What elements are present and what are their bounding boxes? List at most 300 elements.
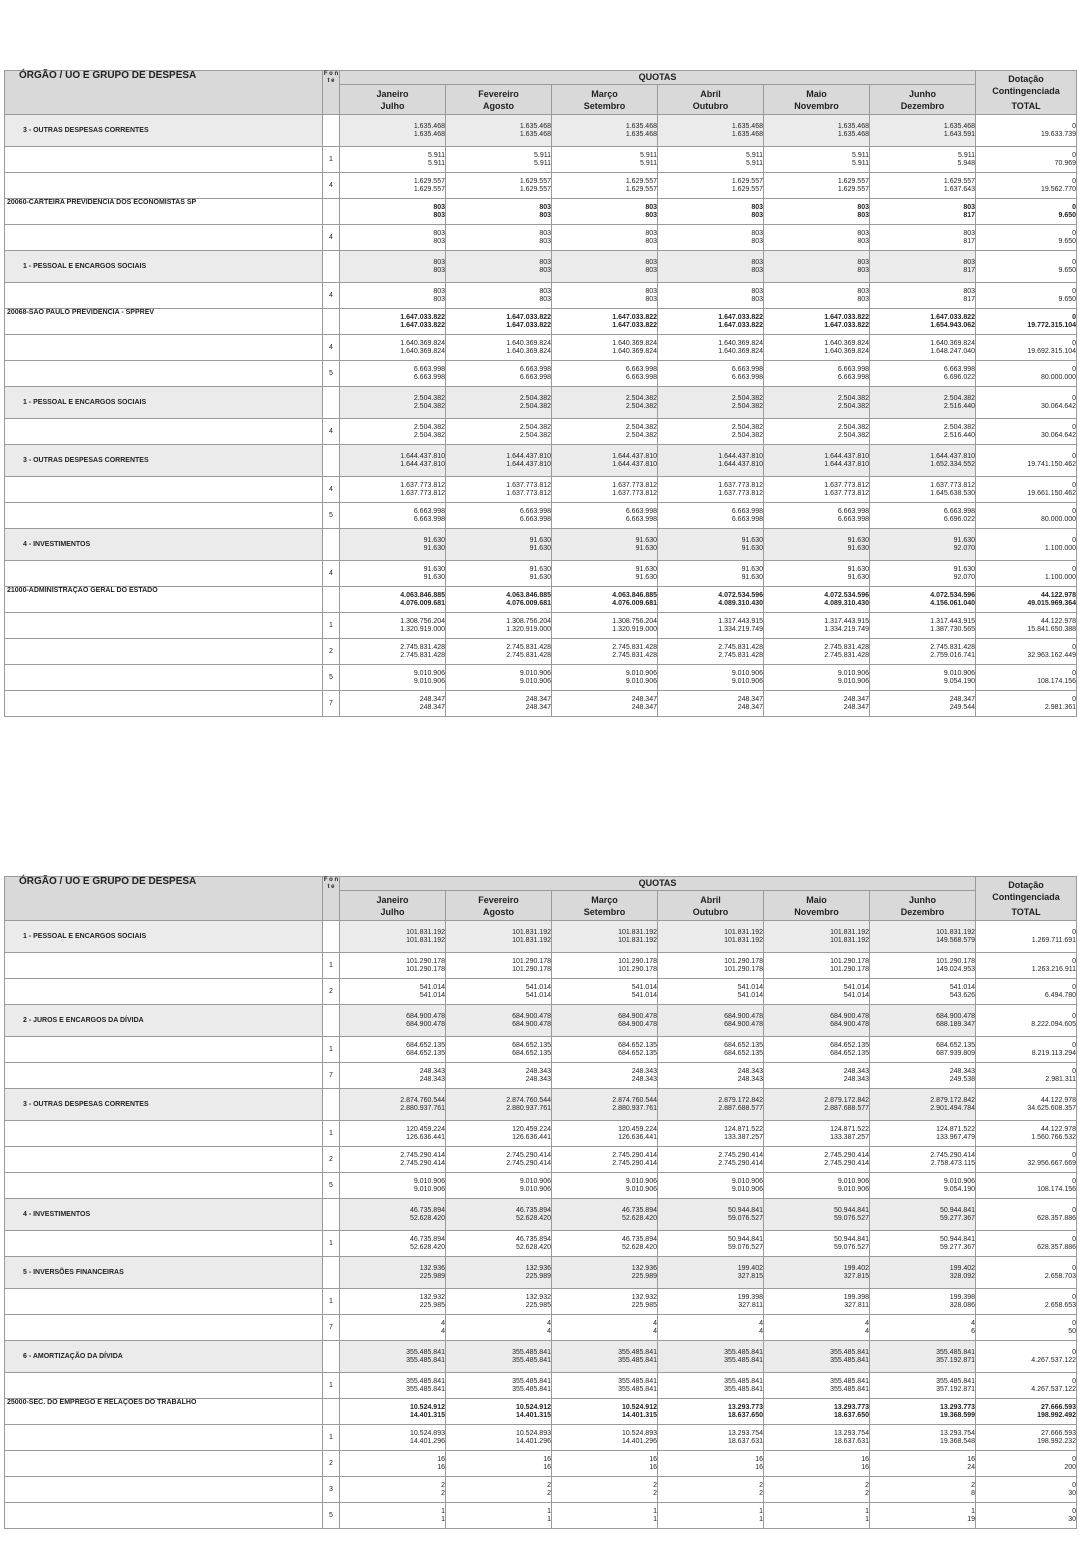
value-second-semester: 1.644.437.810 (824, 460, 869, 468)
quota-cell (658, 691, 764, 717)
value-second-semester: 1 (653, 1515, 657, 1523)
row-label: 20060-CARTEIRA PREVIDÊNCIA DOS ECONOMISTAS SP (5, 199, 323, 225)
quota-cell (552, 251, 658, 283)
quota-cell (552, 1399, 658, 1425)
org-column-header: ÓRGÃO / UO E GRUPO DE DESPESA (5, 71, 323, 115)
value-first-semester: 803 (857, 259, 869, 267)
value-second-semester: 2.745.290.414 (612, 1159, 657, 1167)
value-second-semester: 6 (971, 1327, 976, 1335)
value-first-semester: 9.010.906 (837, 1178, 869, 1186)
quota-cell (658, 1147, 764, 1173)
quota-cell (870, 1315, 976, 1341)
quota-cell (552, 477, 658, 503)
value-second-semester: 6.494.780 (1044, 991, 1077, 999)
value-first-semester: 248.347 (631, 696, 657, 704)
row-label (5, 1373, 323, 1399)
total-cell (976, 199, 1077, 225)
quota-cell (340, 387, 446, 419)
value-second-semester: 1.640.369.824 (718, 347, 763, 355)
value-first-semester: 0 (1072, 1265, 1077, 1273)
value-first-semester: 355.485.841 (618, 1378, 657, 1386)
value-second-semester: 543.626 (949, 991, 976, 999)
row-label (5, 1063, 323, 1089)
quota-cell (764, 613, 870, 639)
value-second-semester: 198.992.232 (1037, 1437, 1077, 1445)
quota-cell (552, 283, 658, 309)
fonte-row (5, 335, 1077, 361)
fonte-row (5, 1451, 1077, 1477)
total-column-header (976, 877, 1077, 921)
value-second-semester: 52.628.420 (409, 1243, 445, 1251)
quota-cell (446, 1005, 552, 1037)
total-cell (976, 1399, 1077, 1425)
value-first-semester: 0 (1072, 453, 1077, 461)
value-second-semester: 1.629.557 (625, 185, 657, 193)
value-first-semester: 0 (1072, 230, 1077, 238)
row-label: 21000-ADMINISTRAÇÃO GERAL DO ESTADO (5, 587, 323, 613)
value-first-semester: 1.644.437.810 (400, 453, 445, 461)
value-second-semester: 817 (963, 237, 976, 245)
total-cell (976, 115, 1077, 147)
value-first-semester: 46.735.894 (621, 1236, 657, 1244)
total-cell (976, 387, 1077, 419)
quota-cell (764, 1037, 870, 1063)
value-first-semester: 2.504.382 (413, 424, 445, 432)
value-second-semester: 91.630 (529, 544, 551, 552)
value-first-semester: 2.879.172.842 (718, 1097, 763, 1105)
value-second-semester: 803 (645, 266, 657, 274)
value-second-semester: 59.277.367 (939, 1214, 976, 1222)
quota-cell (870, 147, 976, 173)
quota-cell (870, 639, 976, 665)
quota-cell (870, 445, 976, 477)
total-cell (976, 173, 1077, 199)
quota-cell (446, 665, 552, 691)
value-second-semester: 50 (1068, 1327, 1077, 1335)
quota-cell (552, 335, 658, 361)
value-first-semester: 1 (971, 1508, 976, 1516)
total-cell (976, 613, 1077, 639)
quota-cell (340, 445, 446, 477)
quota-cell (764, 1373, 870, 1399)
value-first-semester: 248.343 (631, 1068, 657, 1076)
value-second-semester: 1.635.468 (837, 130, 869, 138)
value-second-semester: 1 (759, 1515, 763, 1523)
value-second-semester: 684.652.135 (406, 1049, 445, 1057)
value-first-semester: 1.640.369.824 (506, 340, 551, 348)
value-first-semester: 2.504.382 (625, 395, 657, 403)
value-second-semester: 91.630 (847, 544, 869, 552)
quota-cell (552, 691, 658, 717)
quota-cell (658, 1231, 764, 1257)
quota-cell (552, 115, 658, 147)
value-first-semester: 2.745.831.428 (930, 644, 976, 652)
value-first-semester: 355.485.841 (724, 1349, 763, 1357)
value-first-semester: 1.635.468 (625, 123, 657, 131)
total-cell (976, 587, 1077, 613)
quota-cell (764, 1199, 870, 1231)
value-first-semester: 2 (971, 1482, 976, 1490)
value-first-semester: 9.010.906 (943, 670, 976, 678)
value-second-semester: 1.637.773.812 (612, 489, 657, 497)
value-first-semester: 101.831.192 (406, 929, 445, 937)
value-first-semester: 5.911 (640, 152, 657, 160)
value-first-semester: 101.290.178 (618, 958, 657, 966)
month-header (340, 85, 446, 115)
value-first-semester: 803 (751, 204, 763, 212)
grupo-row (5, 1341, 1077, 1373)
quota-cell (446, 283, 552, 309)
value-second-semester: 2.758.473.115 (930, 1159, 976, 1167)
value-first-semester: 1 (547, 1508, 551, 1516)
value-second-semester: 1.647.033.822 (612, 321, 657, 329)
value-first-semester: 13.293.773 (833, 1404, 869, 1412)
value-second-semester: 126.636.441 (512, 1133, 551, 1141)
value-first-semester: 6.663.998 (943, 366, 976, 374)
quota-cell (552, 1257, 658, 1289)
value-first-semester: 684.652.135 (830, 1042, 869, 1050)
value-first-semester: 0 (1072, 929, 1077, 937)
quota-cell (764, 1451, 870, 1477)
value-second-semester: 225.989 (525, 1272, 551, 1280)
quota-cell (446, 529, 552, 561)
value-first-semester: 1.644.437.810 (612, 453, 657, 461)
value-first-semester: 803 (857, 204, 869, 212)
value-second-semester: 101.831.192 (406, 936, 445, 944)
value-second-semester: 2.901.494.784 (930, 1104, 976, 1112)
quota-cell (552, 1005, 658, 1037)
value-first-semester: 0 (1072, 1320, 1077, 1328)
quota-cell (340, 199, 446, 225)
quota-cell (658, 1315, 764, 1341)
value-second-semester: 4 (547, 1327, 551, 1335)
value-second-semester: 2.981.311 (1045, 1075, 1077, 1083)
quota-cell (552, 979, 658, 1005)
fonte-row (5, 665, 1077, 691)
quota-cell (870, 1147, 976, 1173)
total-cell (976, 225, 1077, 251)
quota-cell (340, 115, 446, 147)
value-first-semester: 541.014 (737, 984, 763, 992)
value-first-semester: 0 (1072, 259, 1077, 267)
value-first-semester: 91.630 (529, 537, 551, 545)
quota-cell (340, 1037, 446, 1063)
value-first-semester: 50.944.841 (833, 1236, 869, 1244)
value-first-semester: 4.063.846.885 (506, 592, 551, 600)
value-second-semester: 59.076.527 (833, 1243, 869, 1251)
value-second-semester: 803 (857, 211, 869, 219)
value-first-semester: 46.735.894 (409, 1207, 445, 1215)
quota-cell (764, 283, 870, 309)
value-second-semester: 101.831.192 (830, 936, 869, 944)
total-cell (976, 477, 1077, 503)
quota-cell (658, 309, 764, 335)
fonte-cell: 4 (323, 225, 340, 251)
value-second-semester: 628.357.886 (1037, 1214, 1077, 1222)
quota-cell (446, 1121, 552, 1147)
value-first-semester: 355.485.841 (936, 1378, 976, 1386)
value-first-semester: 16 (543, 1456, 551, 1464)
value-second-semester: 9.010.906 (731, 677, 763, 685)
fonte-cell (323, 1341, 340, 1373)
fonte-row (5, 979, 1077, 1005)
value-first-semester: 91.630 (741, 566, 763, 574)
value-second-semester: 1.647.033.822 (718, 321, 763, 329)
quota-cell (658, 419, 764, 445)
value-second-semester: 1.652.334.552 (930, 460, 976, 468)
fonte-cell: 7 (323, 691, 340, 717)
quotas-header: QUOTAS (340, 877, 976, 891)
value-first-semester: 44.122.978 (1040, 1126, 1077, 1134)
quota-cell (552, 1373, 658, 1399)
row-label (5, 419, 323, 445)
value-second-semester: 9.010.906 (837, 1185, 869, 1193)
value-second-semester: 4.156.061.040 (930, 599, 976, 607)
value-second-semester: 14.401.296 (621, 1437, 657, 1445)
value-first-semester: 199.398 (737, 1294, 763, 1302)
fonte-cell: 5 (323, 1503, 340, 1529)
value-first-semester: 1.317.443.915 (824, 618, 869, 626)
value-first-semester: 2.504.382 (837, 424, 869, 432)
value-first-semester: 101.290.178 (724, 958, 763, 966)
value-second-semester: 803 (645, 295, 657, 303)
value-first-semester: 91.630 (847, 566, 869, 574)
quota-cell (340, 173, 446, 199)
value-first-semester: 803 (751, 288, 763, 296)
fonte-row (5, 419, 1077, 445)
quota-cell (658, 1503, 764, 1529)
value-second-semester: 80.000.000 (1040, 515, 1077, 523)
quota-cell (340, 283, 446, 309)
value-first-semester: 1.647.033.822 (612, 314, 657, 322)
value-first-semester: 6.663.998 (413, 508, 445, 516)
fonte-cell (323, 1199, 340, 1231)
value-second-semester: 6.663.998 (837, 515, 869, 523)
quota-cell (658, 199, 764, 225)
value-first-semester: 13.293.754 (833, 1430, 869, 1438)
value-first-semester: 355.485.841 (618, 1349, 657, 1357)
quota-cell (870, 1199, 976, 1231)
value-first-semester: 124.871.522 (936, 1126, 976, 1134)
value-first-semester: 248.347 (419, 696, 445, 704)
value-first-semester: 101.831.192 (724, 929, 763, 937)
value-second-semester: 30.064.642 (1040, 431, 1077, 439)
quota-cell (764, 1341, 870, 1373)
month-second-half: Setembro (583, 100, 626, 111)
value-first-semester: 541.014 (631, 984, 657, 992)
fonte-row (5, 1037, 1077, 1063)
value-second-semester: 9.054.190 (943, 1185, 976, 1193)
value-first-semester: 803 (645, 230, 657, 238)
quota-cell (658, 361, 764, 387)
value-second-semester: 2 (441, 1489, 445, 1497)
value-first-semester: 1.640.369.824 (930, 340, 976, 348)
value-second-semester: 248.343 (843, 1075, 869, 1083)
value-second-semester: 1.637.773.812 (506, 489, 551, 497)
value-first-semester: 4 (759, 1320, 763, 1328)
row-label (5, 953, 323, 979)
quota-cell (552, 419, 658, 445)
value-second-semester: 2.745.290.414 (718, 1159, 763, 1167)
quota-cell (764, 503, 870, 529)
quota-cell (658, 561, 764, 587)
value-first-semester: 199.398 (949, 1294, 976, 1302)
value-second-semester: 101.831.192 (512, 936, 551, 944)
fonte-cell (323, 1399, 340, 1425)
value-second-semester: 684.900.478 (512, 1020, 551, 1028)
value-second-semester: 327.811 (738, 1301, 763, 1309)
value-first-semester: 803 (539, 288, 551, 296)
value-second-semester: 803 (857, 295, 869, 303)
fonte-row (5, 1147, 1077, 1173)
value-first-semester: 684.652.135 (406, 1042, 445, 1050)
value-first-semester: 803 (433, 230, 445, 238)
header-row (5, 71, 1077, 85)
quota-cell (870, 251, 976, 283)
quota-cell (870, 1425, 976, 1451)
grupo-row (5, 115, 1077, 147)
fonte-cell: 4 (323, 561, 340, 587)
value-second-semester: 6.663.998 (625, 373, 657, 381)
quota-cell (340, 1289, 446, 1315)
quota-cell (870, 115, 976, 147)
value-second-semester: 1.320.919.000 (400, 625, 445, 633)
grupo-row (5, 1005, 1077, 1037)
value-second-semester: 249.538 (949, 1075, 976, 1083)
fonte-cell: 5 (323, 361, 340, 387)
value-second-semester: 4 (865, 1327, 869, 1335)
value-second-semester: 9.650 (1058, 295, 1077, 303)
value-second-semester: 101.831.192 (724, 936, 763, 944)
value-first-semester: 355.485.841 (830, 1378, 869, 1386)
quota-cell (658, 1289, 764, 1315)
value-first-semester: 803 (645, 288, 657, 296)
value-second-semester: 248.347 (843, 703, 869, 711)
value-second-semester: 101.290.178 (724, 965, 763, 973)
quota-cell (552, 1121, 658, 1147)
quota-cell (764, 361, 870, 387)
value-first-semester: 2 (865, 1482, 869, 1490)
quota-cell (870, 1399, 976, 1425)
value-first-semester: 248.343 (525, 1068, 551, 1076)
total-cell (976, 953, 1077, 979)
value-first-semester: 0 (1072, 1349, 1077, 1357)
value-second-semester: 4.076.009.681 (612, 599, 657, 607)
quota-cell (764, 953, 870, 979)
fonte-cell: 1 (323, 1425, 340, 1451)
value-first-semester: 2.745.290.414 (824, 1152, 869, 1160)
quota-cell (870, 613, 976, 639)
quota-cell (446, 921, 552, 953)
value-second-semester: 91.630 (741, 573, 763, 581)
value-second-semester: 2.504.382 (837, 402, 869, 410)
value-second-semester: 2.516.440 (943, 402, 976, 410)
value-first-semester: 1.635.468 (943, 123, 976, 131)
value-second-semester: 1.635.468 (731, 130, 763, 138)
row-label: 4 - INVESTIMENTOS (5, 529, 323, 561)
value-second-semester: 91.630 (529, 573, 551, 581)
value-second-semester: 2 (547, 1489, 551, 1497)
fonte-row (5, 691, 1077, 717)
quota-cell (552, 1315, 658, 1341)
value-first-semester: 91.630 (847, 537, 869, 545)
value-second-semester: 1.334.219.749 (718, 625, 763, 633)
quota-cell (340, 921, 446, 953)
fonte-cell: 7 (323, 1063, 340, 1089)
quota-cell (658, 173, 764, 199)
fonte-cell (323, 1257, 340, 1289)
value-second-semester: 6.663.998 (519, 515, 551, 523)
quota-cell (340, 529, 446, 561)
fonte-row (5, 1231, 1077, 1257)
quota-cell (658, 613, 764, 639)
value-second-semester: 9.010.906 (413, 1185, 445, 1193)
quota-cell (658, 335, 764, 361)
quota-cell (764, 979, 870, 1005)
value-second-semester: 2.658.653 (1044, 1301, 1077, 1309)
value-first-semester: 541.014 (525, 984, 551, 992)
quota-cell (340, 1089, 446, 1121)
value-second-semester: 248.343 (631, 1075, 657, 1083)
row-label (5, 147, 323, 173)
fonte-cell: 1 (323, 1231, 340, 1257)
value-first-semester: 1.629.557 (519, 178, 551, 186)
quota-cell (870, 1231, 976, 1257)
value-first-semester: 0 (1072, 1152, 1077, 1160)
value-second-semester: 1.100.000 (1044, 573, 1077, 581)
quota-cell (764, 1503, 870, 1529)
quota-cell (658, 639, 764, 665)
total-cell (976, 1121, 1077, 1147)
quota-cell (764, 387, 870, 419)
value-second-semester: 32.963.162.449 (1027, 651, 1077, 659)
fonte-cell: 1 (323, 1289, 340, 1315)
value-first-semester: 6.663.998 (837, 508, 869, 516)
quota-cell (340, 477, 446, 503)
value-first-semester: 124.871.522 (830, 1126, 869, 1134)
value-second-semester: 2.504.382 (519, 431, 551, 439)
value-second-semester: 16 (861, 1463, 869, 1471)
value-second-semester: 2.759.016.741 (930, 651, 976, 659)
quota-cell (446, 1477, 552, 1503)
value-first-semester: 0 (1072, 314, 1077, 322)
total-cell (976, 1503, 1077, 1529)
value-second-semester: 248.347 (631, 703, 657, 711)
value-second-semester: 101.831.192 (618, 936, 657, 944)
quota-cell (870, 199, 976, 225)
value-second-semester: 4 (759, 1327, 763, 1335)
quota-cell (446, 477, 552, 503)
value-second-semester: 59.076.527 (833, 1214, 869, 1222)
value-second-semester: 1.640.369.824 (400, 347, 445, 355)
total-cell (976, 665, 1077, 691)
fonte-row (5, 1121, 1077, 1147)
value-first-semester: 803 (963, 288, 976, 296)
value-second-semester: 70.969 (1054, 159, 1077, 167)
value-first-semester: 44.122.978 (1040, 1097, 1077, 1105)
row-label (5, 361, 323, 387)
quota-cell (870, 1451, 976, 1477)
value-first-semester: 1.308.756.204 (506, 618, 551, 626)
fonte-row (5, 477, 1077, 503)
value-second-semester: 2.880.937.761 (612, 1104, 657, 1112)
grupo-row (5, 445, 1077, 477)
value-first-semester: 803 (963, 259, 976, 267)
quota-cell (870, 1173, 976, 1199)
fonte-cell: 4 (323, 477, 340, 503)
quota-cell (764, 199, 870, 225)
value-first-semester: 803 (645, 259, 657, 267)
